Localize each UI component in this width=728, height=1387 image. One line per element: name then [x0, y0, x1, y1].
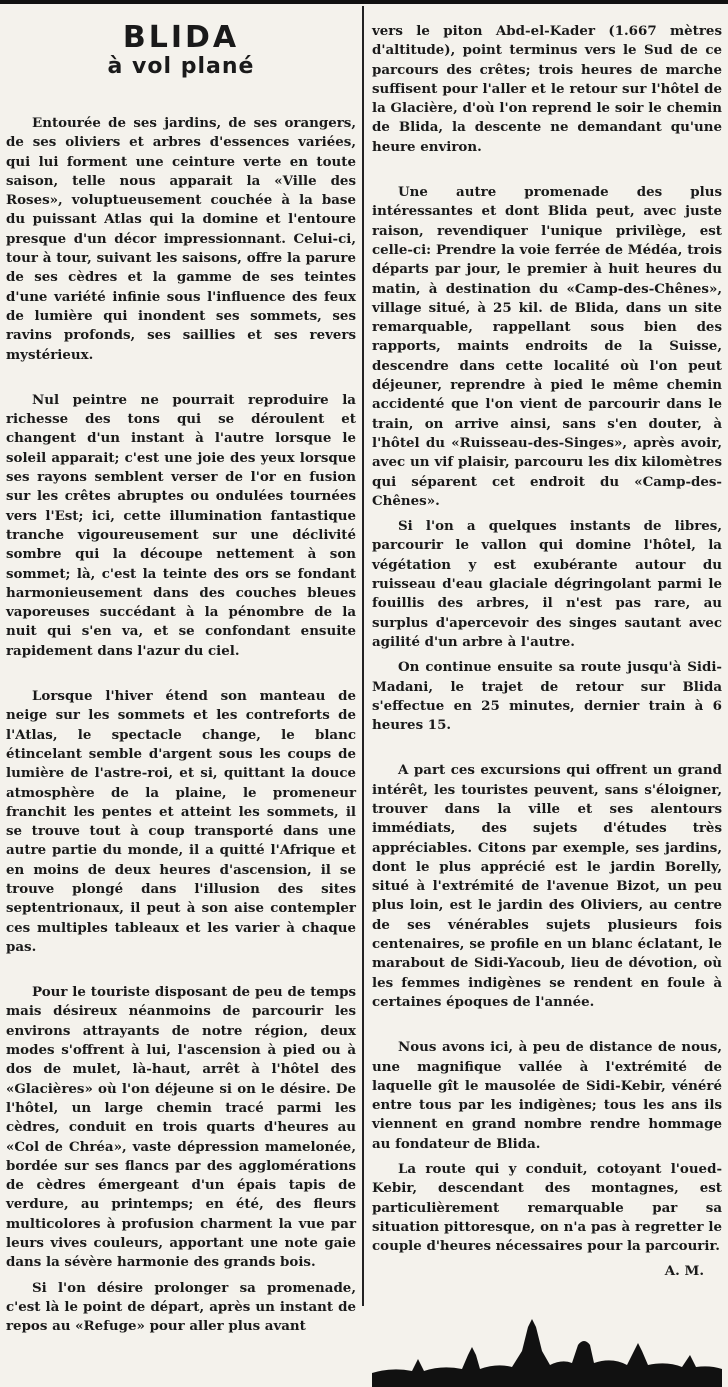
paragraph: Une autre promenade des plus intéressantes et dont Blida peut, avec juste raison, revendiquer l'unique privilège, est celle-ci: Prendre la voie ferrée de Médéa, trois départs par jour, le premier à huit heures du matin, à destination du «Camp-des-Chênes», village situé, à 25 kil. de Blida, dans un site remarquable, rappellant sous bien des rapports, maints endroits de la Suisse, descendre dans cette localité où l'on peut déjeuner, reprendre à pied le même chemin accidenté que l'on vient de parcourir dans le train, on arrive ainsi, sans s'en douter, à l'hôtel du «Ruisseau-des-Singes», après avoir, avec un vif plaisir, parcouru les dix kilomètres qui séparent cet endroit du «Camp-des-Chênes». [372, 184, 722, 509]
signature: A. M. [664, 1262, 704, 1279]
paragraph: A part ces excursions qui offrent un grand intérêt, les touristes peuvent, sans s'éloigner, trouver dans la ville et ses alentours immédiats, des sujets d'études très appréciables. Citons par exemple, ses jardins, dont le plus apprécié est le jardin Borelly, situé à l'extrémité de l'avenue Bizot, un peu plus loin, est le jardin des Oliviers, au centre de ses vénérables sujets plusieurs fois centenaires, se profile en un blanc éclatant, le marabout de Sidi-Yacoub, lieu de dévotion, où les femmes indigènes se rendent en foule à certaines époques de l'année. [372, 762, 722, 1010]
article-subtitle: à vol plané [107, 54, 255, 79]
paragraph: Pour le touriste disposant de peu de temps mais désireux néanmoins de parcourir les environs attrayants de notre région, deux modes s'offrent à lui, l'ascension à pied ou à dos de mulet, là-haut, arrêt à l'hôtel des «Glacières» où l'on déjeune si on le désire. De l'hôtel, un large chemin tracé parmi les cèdres, conduit en trois quarts d'heures au «Col de Chréa», vaste dépression mamelonée, bordée sur ses flancs par des agglomérations de cèdres émergeant d'un épais tapis de verdure, au printemps; en été, des fleurs multicolores à profusion charment la vue par leurs vives couleurs, apportant une note gaie dans la sévère harmonie des grands bois. [6, 984, 356, 1271]
column-divider [362, 6, 364, 1306]
paragraph: Nous avons ici, à peu de distance de nous, une magnifique vallée à l'extrémité de laquelle gît le mausolée de Sidi-Kebir, vénéré entre tous par les indigènes; tous les ans ils viennent en grand nombre rendre hommage au fondateur de Blida. [372, 1039, 722, 1152]
article-title: BLIDA [122, 20, 240, 55]
paragraph: Si l'on désire prolonger sa promenade, c'est là le point de départ, après un instant de repos au «Refuge» pour aller plus avant [6, 1279, 356, 1335]
right-column [372, 22, 722, 1387]
paragraph: Entourée de ses jardins, de ses orangers, de ses oliviers et arbres d'essences variées, qui lui forment une ceinture verte en toute saison, telle nous apparait la «Ville des Roses», voluptueusement couchée à la base du puissant Atlas qui la domine et l'entoure presque d'un décor impressionnant. Celui-ci, tour à tour, suivant les saisons, offre la parure de ses cèdres et la gamme de ses teintes d'une variété infinie sous l'influence des feux de lumière qui inondent ses sommets, ses ravins profonds, ses saillies et ses revers mystérieux. [6, 115, 356, 363]
paragraph: Si l'on a quelques instants de libres, parcourir le vallon qui domine l'hôtel, la végétation y est exubérante autour du ruisseau d'eau glaciale dégringolant parmi le fouillis des arbres, il n'est pas rare, au surplus d'apercevoir des singes sautant avec agilité d'un arbre à l'autre. [372, 518, 722, 650]
paragraph: Nul peintre ne pourrait reproduire la richesse des tons qui se déroulent et changent d'un instant à l'autre lorsque le soleil apparait; c'est une joie des yeux lorsque ses rayons semblent verser de l'or en fusion sur les crêtes abruptes ou ondulées tournées vers l'Est; ici, cette illumination fantastique tranche vigoureusement sur une déclivité sombre qui la découpe nettement à son sommet; là, c'est la teinte des ors se fondant harmonieusement dans des couches bleues vaporeuses succédant à la pénombre de la nuit qui s'en va, et se confondant ensuite rapidement dans l'azur du ciel. [6, 391, 356, 659]
paragraph: La route qui y conduit, cotoyant l'oued-Kebir, descendant des montagnes, est particulièrement remarquable par sa situation pittoresque, on n'a pas à regretter le couple d'heures nécessaires pour la parcourir. [372, 1161, 722, 1255]
paragraph: vers le piton Abd-el-Kader (1.667 mètres d'altitude), point terminus vers le Sud de ce parcours des crêtes; trois heures de marche suffisent pour l'aller et le retour sur l'hôtel de la Glacière, d'où l'on reprend le soir le chemin de Blida, la descente ne demandant qu'une heure environ. [372, 23, 722, 155]
top-rule [0, 0, 728, 4]
town-silhouette-illustration [372, 1307, 722, 1387]
paragraph: Lorsque l'hiver étend son manteau de neige sur les sommets et les contreforts de l'Atlas, le spectacle change, le blanc étincelant semble d'argent sous les coups de lumière de l'astre-roi, et si, quittant la douce atmosphère de la plaine, le promeneur franchit les pentes et atteint les sommets, il se trouve tout à coup transporté dans une autre partie du monde, il a quitté l'Afrique et en moins de deux heures d'ascension, il se trouve plongé dans l'illusion des sites septentrionaux, il peut à son aise contempler ces multiples tableaux et les varier à chaque pas. [6, 688, 356, 955]
left-column [6, 8, 356, 1363]
paragraph: On continue ensuite sa route jusqu'à Sidi-Madani, le trajet de retour sur Blida s'effectue en 25 minutes, dernier train à 6 heures 15. [372, 659, 722, 734]
